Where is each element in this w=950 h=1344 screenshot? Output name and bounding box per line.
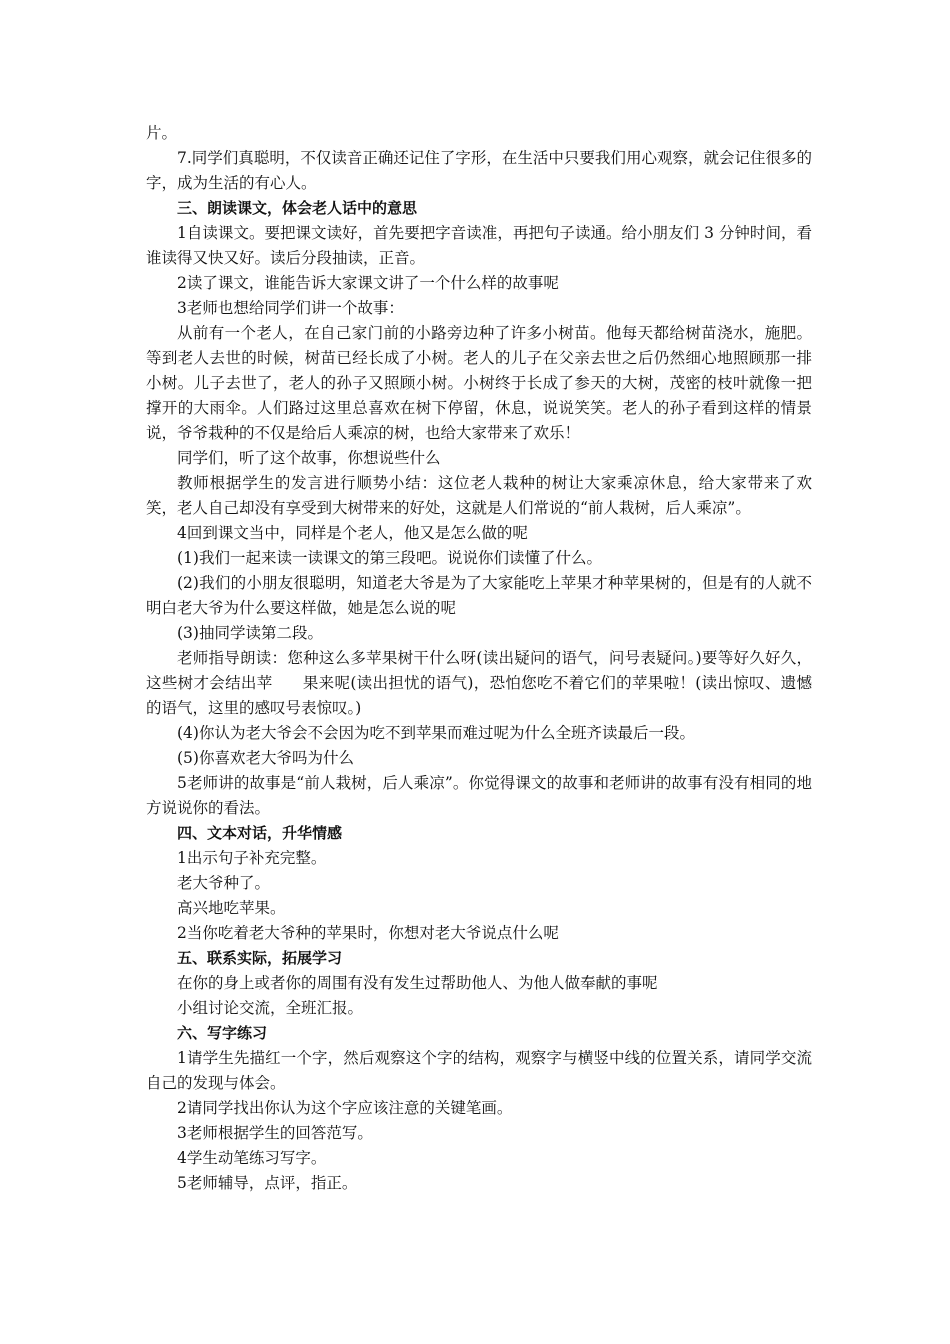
story-paragraph: 从前有一个老人，在自己家门前的小路旁边种了许多小树苗。他每天都给树苗浇水，施肥。等到老人去世的时候，树苗已经长成了小树。老人的儿子在父亲去世之后仍然细心地照顾那一排小树。儿子去世了，老人的孙子又照顾小树。小树终于长成了参天的大树，茂密的枝叶就像一把撑开的大雨伞。人们路过这里总喜欢在树下停留，休息，说说笑笑。老人的孙子看到这样的情景说，爷爷栽种的不仅是给后人乘凉的树，也给大家带来了欢乐！ [146,324,812,442]
list-item: (2)我们的小朋友很聪明，知道老大爷是为了大家能吃上苹果才种苹果树的，但是有的人就不明白老大爷为什么要这样做，她是怎么说的呢 [146,574,812,617]
paragraph: 4回到课文当中，同样是个老人，他又是怎么做的呢 [177,524,528,542]
section-heading: 六、写字练习 [177,1024,268,1042]
section-heading: 四、文本对话，升华情感 [177,824,343,842]
paragraph: 同学们，听了这个故事，你想说些什么 [177,449,441,467]
paragraph: 1自读课文。要把课文读好，首先要把字音读准，再把句子读通。给小朋友们 3 分钟时间，看谁读得又快又好。读后分段抽读，正音。 [146,224,812,267]
paragraph: 2读了课文，谁能告诉大家课文讲了一个什么样的故事呢 [177,274,559,292]
paragraph: 3老师也想给同学们讲一个故事： [177,299,404,317]
section-heading: 三、朗读课文，体会老人话中的意思 [177,199,418,217]
list-item: (3)抽同学读第二段。 [177,624,323,642]
paragraph: 老大爷种了。 [177,874,271,892]
paragraph-part-a: 老师指导朗读：您种这么多苹果树干什么呀(读出疑问的语气，问号表疑问。)要等好久好久，这些树才会结出苹 [146,649,812,692]
paragraph-part-b: 果来呢(读出担忧的语气)，恐怕您吃不着它们的苹果啦！(读出惊叹、遗憾的语气，这里的感叹号表惊叹。) [146,674,812,717]
section-heading: 五、联系实际，拓展学习 [177,949,343,967]
paragraph: 小组讨论交流，全班汇报。 [177,999,364,1017]
list-item: (4)你认为老大爷会不会因为吃不到苹果而难过呢为什么全班齐读最后一段。 [177,724,695,742]
paragraph: 5老师辅导，点评，指正。 [177,1174,358,1192]
paragraph: 5老师讲的故事是“前人栽树，后人乘凉”。你觉得课文的故事和老师讲的故事有没有相同的地方说说你的看法。 [146,774,812,817]
paragraph: 7.同学们真聪明，不仅读音正确还记住了字形，在生活中只要我们用心观察，就会记住很多的字，成为生活的有心人。 [146,149,812,192]
document-page [146,121,812,1196]
paragraph: 1请学生先描红一个字，然后观察这个字的结构，观察字与横竖中线的位置关系，请同学交流自己的发现与体会。 [146,1049,812,1092]
reading-guidance-paragraph [146,646,812,721]
paragraph: 在你的身上或者你的周围有没有发生过帮助他人、为他人做奉献的事呢 [177,974,658,992]
paragraph: 2当你吃着老大爷种的苹果时，你想对老大爷说点什么呢 [177,924,559,942]
paragraph: 教师根据学生的发言进行顺势小结：这位老人栽种的树让大家乘凉休息，给大家带来了欢笑，老人自己却没有享受到大树带来的好处，这就是人们常说的“前人栽树，后人乘凉”。 [146,474,812,517]
paragraph: 1出示句子补充完整。 [177,849,327,867]
paragraph: 3老师根据学生的回答范写。 [177,1124,373,1142]
paragraph: 片。 [146,124,178,142]
paragraph: 4学生动笔练习写字。 [177,1149,327,1167]
list-item: (1)我们一起来读一读课文的第三段吧。说说你们读懂了什么。 [177,549,602,567]
paragraph: 高兴地吃苹果。 [177,899,286,917]
list-item: (5)你喜欢老大爷吗为什么 [177,749,354,767]
paragraph: 2请同学找出你认为这个字应该注意的关键笔画。 [177,1099,513,1117]
